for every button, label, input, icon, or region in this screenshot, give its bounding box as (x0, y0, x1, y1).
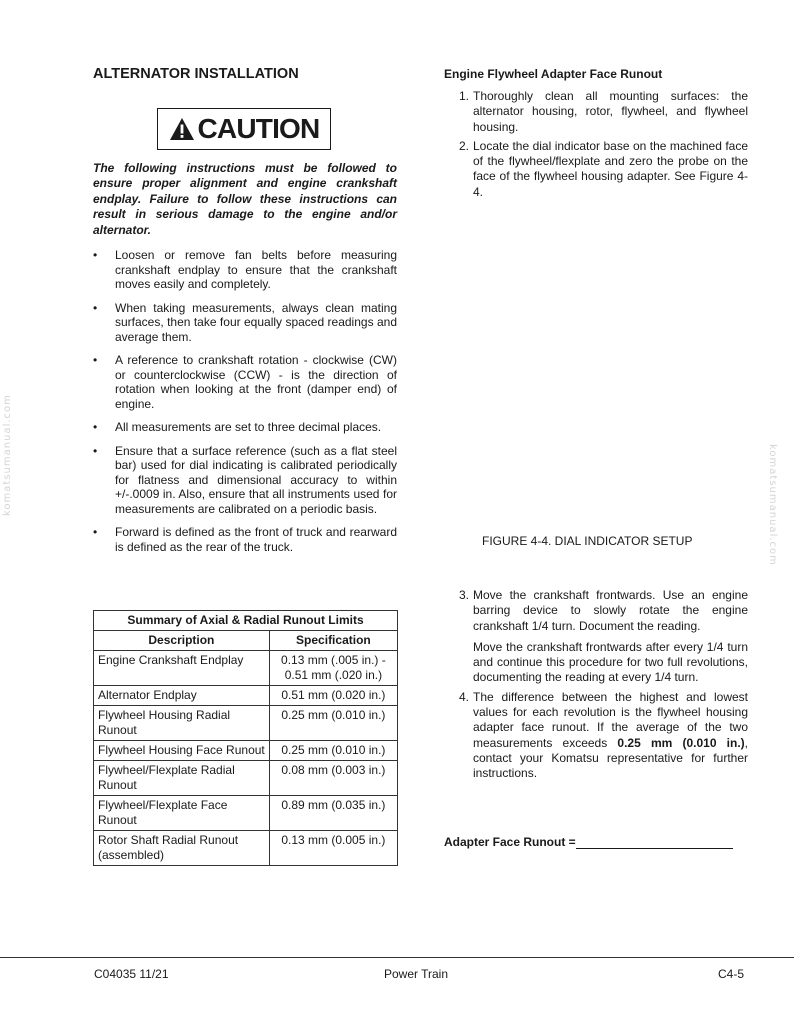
list-item: • All measurements are set to three decimal places. (93, 420, 382, 434)
figure-caption: FIGURE 4-4. DIAL INDICATOR SETUP (482, 534, 693, 548)
adapter-face-runout-entry (444, 835, 733, 849)
table-header-row (94, 631, 398, 651)
table-caption: Summary of Axial & Radial Runout Limits (93, 610, 398, 630)
list-item: • A reference to crankshaft rotation - clockwise (CW) or counterclockwise (CCW) - is the direction of rotation when looking at the front (damper end) of engine. (93, 353, 397, 411)
footer-divider (0, 957, 794, 958)
table-row: Flywheel Housing Radial Runout 0.25 mm (0.010 in.) (94, 706, 398, 741)
procedure-steps-b (444, 588, 748, 782)
table-row: Flywheel/Flexplate Radial Runout 0.08 mm (0.003 in.) (94, 761, 398, 796)
caution-label: CAUTION (197, 113, 320, 144)
list-item: • Ensure that a surface reference (such as a flat steel bar) used for dial indicating is calibrated periodically for flatness and dimensional accuracy to within +/-.0009 in. Also, ensure that all instruments used for measurements are calibrated on a periodic basis. (93, 443, 397, 516)
table-row: Flywheel/Flexplate Face Runout 0.89 mm (0.035 in.) (94, 796, 398, 831)
table-row: Flywheel Housing Face Runout 0.25 mm (0.010 in.) (94, 741, 398, 761)
list-item: 1. Thoroughly clean all mounting surfaces: the alternator housing, rotor, flywheel, and flywheel housing. (459, 89, 748, 134)
warning-triangle-icon (169, 117, 195, 141)
footer-section: Power Train (384, 967, 449, 981)
list-item: 2. Locate the dial indicator base on the machined face of the flywheel/flexplate and zero the probe on the face of the flywheel housing adapter. See Figure 4-4. (459, 138, 748, 199)
watermark: komatsumanual.com (2, 394, 13, 516)
runout-limits-table (93, 610, 398, 866)
table-row: Rotor Shaft Radial Runout (assembled) 0.13 mm (0.005 in.) (94, 831, 398, 866)
procedure-steps-a (444, 89, 748, 200)
column-header: Description (94, 631, 270, 651)
subsection-heading: Engine Flywheel Adapter Face Runout (444, 67, 663, 81)
result-blank-field[interactable] (576, 835, 733, 849)
result-label: Adapter Face Runout = (444, 835, 576, 849)
list-item: 4. The difference between the highest and lowest values for each revolution is the flywheel housing adapter face runout. If the average of the two measurements exceeds 0.25 mm (0.010 in.), contact your Komatsu representative for further instructions. (459, 689, 749, 781)
table-row: Engine Crankshaft Endplay 0.13 mm (.005 in.) - 0.51 mm (.020 in.) (94, 651, 398, 686)
list-item: • Loosen or remove fan belts before measuring crankshaft endplay to ensure that the crankshaft moves easily and completely. (93, 248, 397, 291)
footer-doc-id: C04035 11/21 (94, 967, 169, 981)
section-title: ALTERNATOR INSTALLATION (93, 66, 299, 82)
list-item: 3. Move the crankshaft frontwards. Use an engine barring device to slowly rotate the engine crankshaft 1/4 turn. Document the reading. Move the crankshaft frontwards after every 1/4 turn and continue this procedure for two full revolutions, documenting the reading at every 1/4 turn. (459, 588, 748, 685)
precautions-list (93, 248, 397, 554)
caution-sign (157, 108, 331, 150)
table-row: Alternator Endplay 0.51 mm (0.020 in.) (94, 686, 398, 706)
list-item: • When taking measurements, always clean mating surfaces, then take four equally spaced readings and average them. (93, 300, 397, 344)
list-item: • Forward is defined as the front of truck and rearward is defined as the rear of the truck. (93, 525, 397, 554)
column-header: Specification (269, 631, 397, 651)
footer-page-number: C4-5 (718, 967, 745, 981)
caution-warning-text: The following instructions must be followed to ensure proper alignment and engine crankshaft endplay. Failure to follow these instructions can result in serious damage to the engine and/or alternator. (93, 161, 397, 237)
watermark: komatsumanual.com (767, 444, 778, 566)
